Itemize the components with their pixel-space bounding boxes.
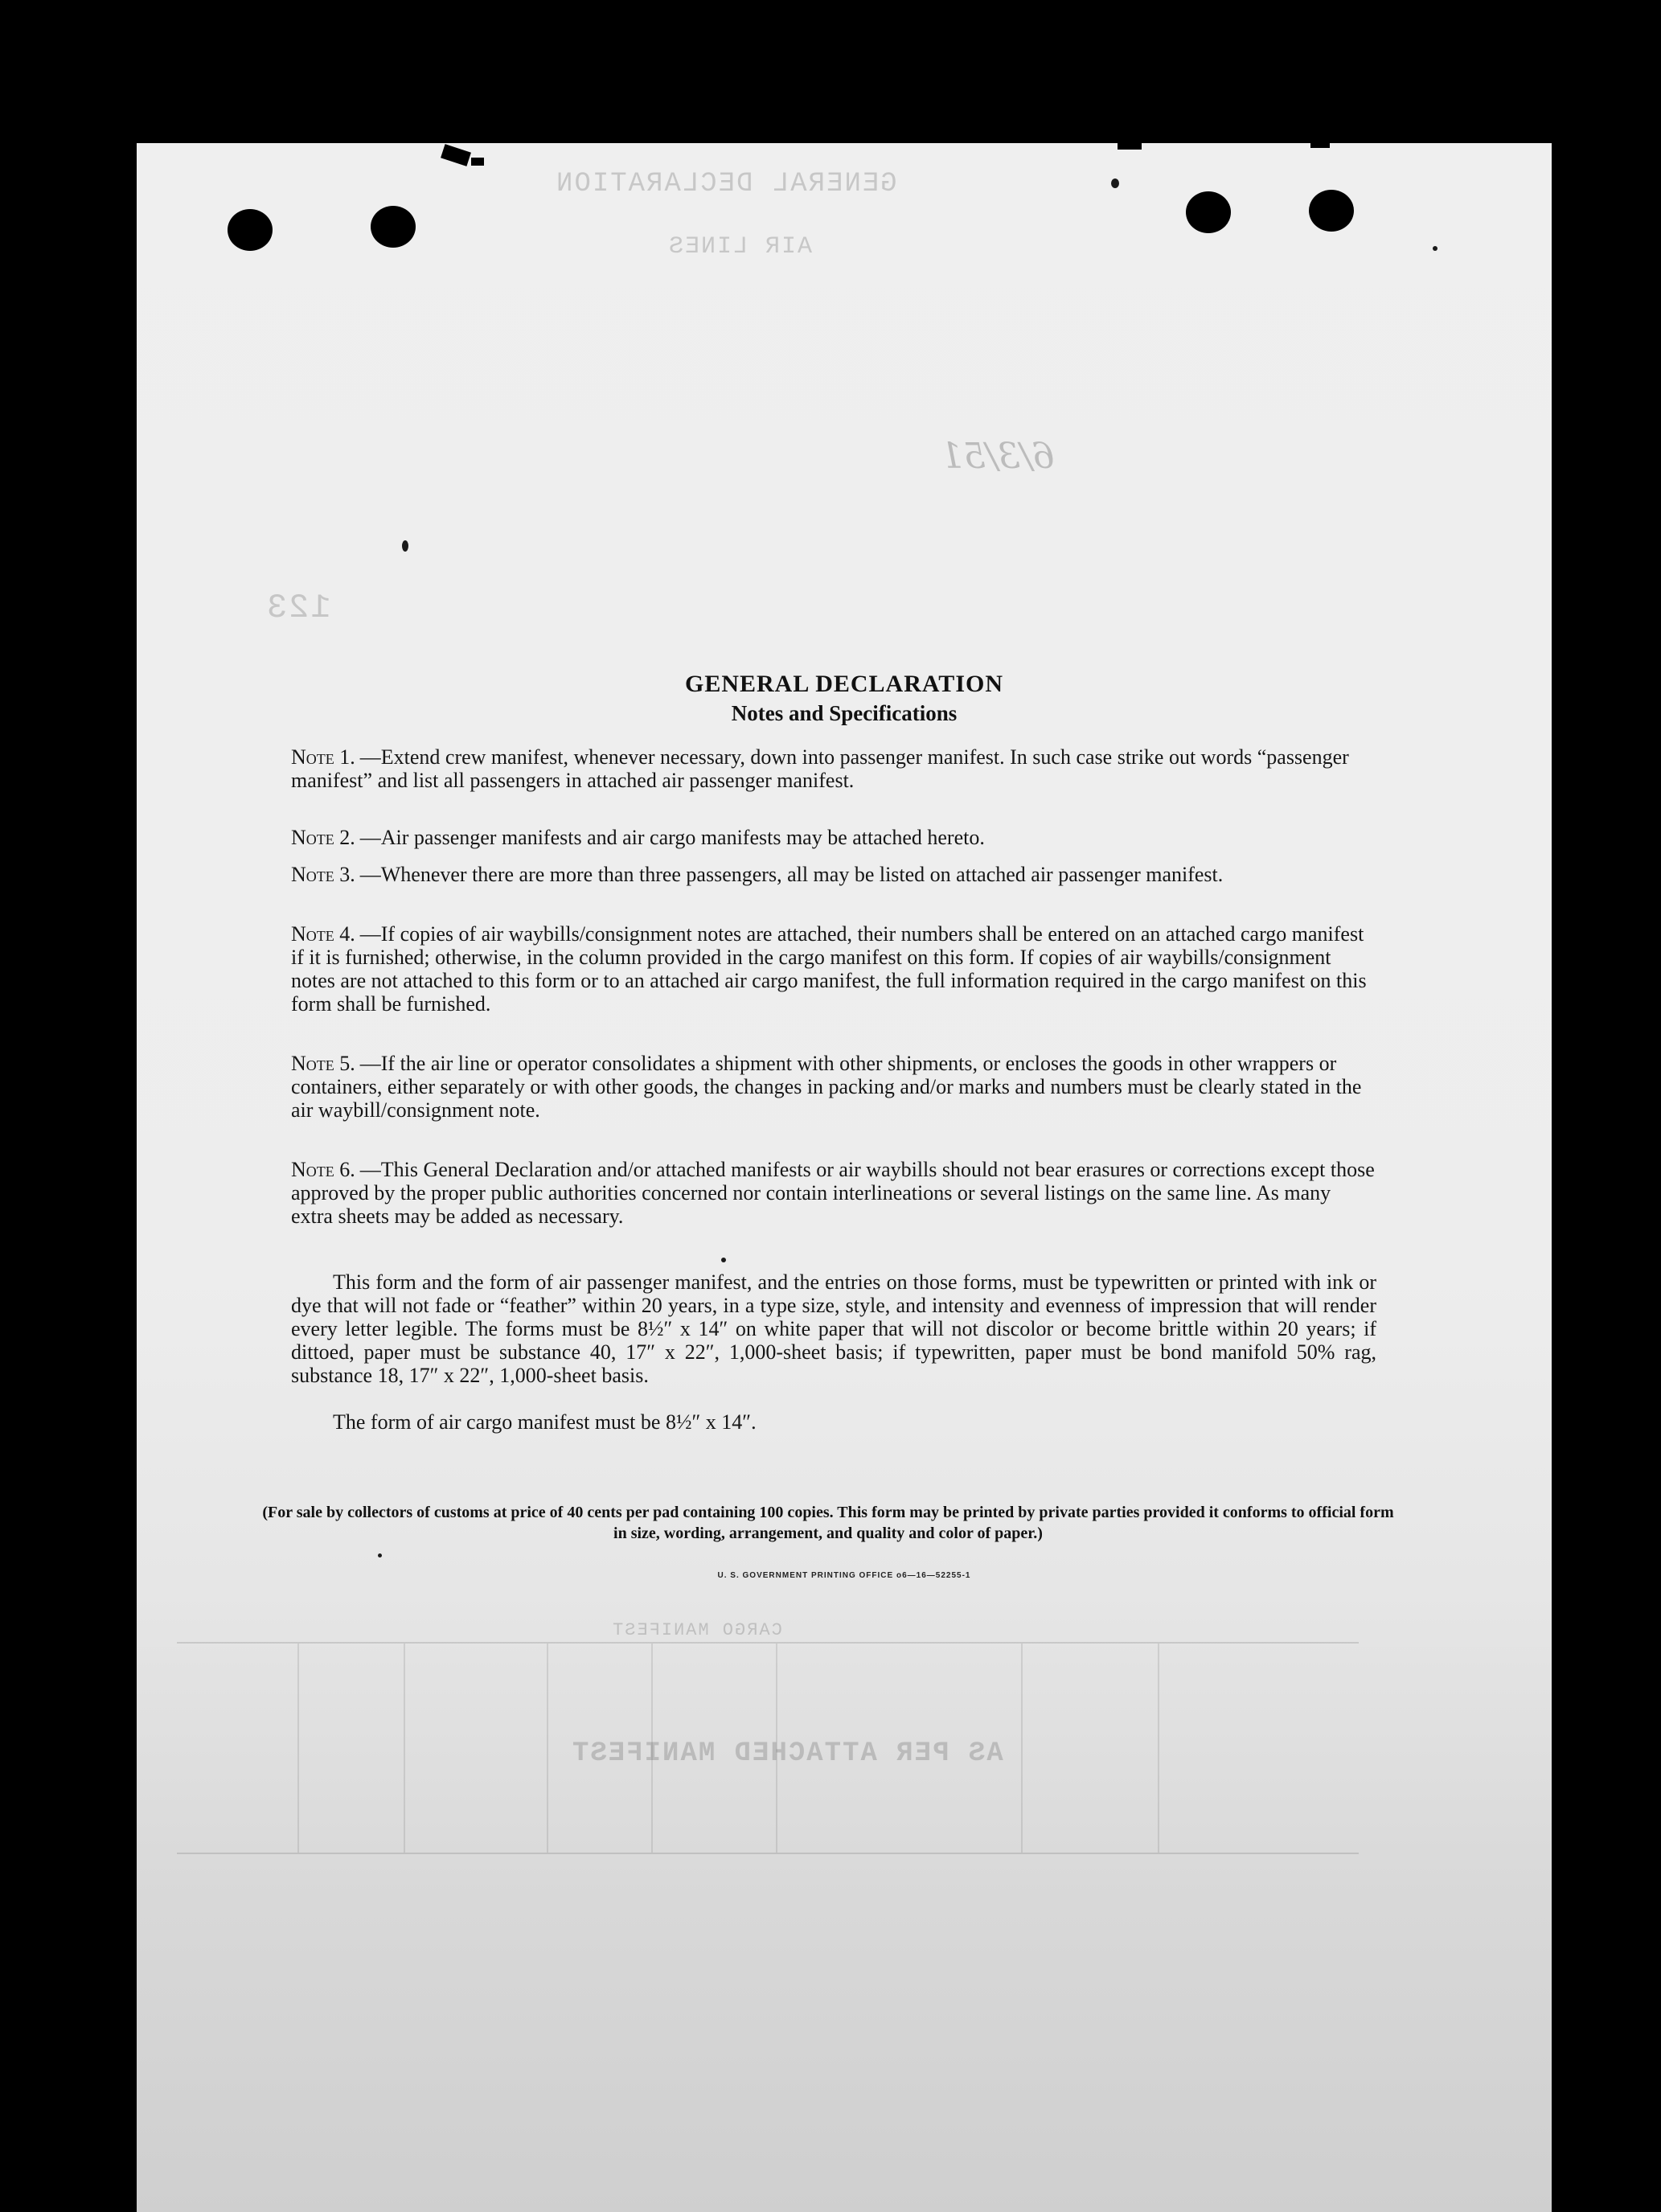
note-text: —If the air line or operator consolidates a shipment with other shipments, or encloses the goods in other wrappers or containers, either separately or with other goods, the changes in packing and/or marks and numbers must be clearly stated in the air waybill/consignment note. xyxy=(291,1052,1362,1122)
note-3 xyxy=(291,863,1376,886)
printing-office-line: U. S. GOVERNMENT PRINTING OFFICE o6—16—52255-1 xyxy=(717,1571,971,1580)
page-subtitle: Notes and Specifications xyxy=(731,701,958,725)
speck xyxy=(721,1258,726,1262)
page-title: GENERAL DECLARATION xyxy=(684,671,1003,697)
bleed-through-table xyxy=(177,1642,1359,1854)
bleed-through-table-column xyxy=(404,1644,405,1853)
speck xyxy=(378,1553,382,1557)
torn-mark xyxy=(1118,138,1142,150)
form-specification-paragraph: This form and the form of air passenger manifest, and the entries on those forms, must be typewritten or printed with ink or dye that will not fade or “feather” within 20 years, in a type size, style, and intensity and evenness of impression that will render every letter legible. The forms must be 8½″ x 14″ on white paper that will not discolor or become brittle within 20 years; if dittoed, paper must be substance 40, 17″ x 22″, 1,000-sheet basis; if typewritten, paper must be bond manifold 50% rag, substance 18, 17″ x 22″, 1,000-sheet basis. xyxy=(291,1270,1376,1387)
note-2 xyxy=(291,826,1376,849)
sale-notice: (For sale by collectors of customs at price of 40 cents per pad containing 100 copies. This form may be printed by private parties provided it conforms to official form in size, wording, arrangement, and quality and color of paper.) xyxy=(262,1504,1394,1542)
bleed-through-handwriting: 6/3/51 xyxy=(941,436,1055,477)
note-4 xyxy=(291,922,1376,1016)
bleed-through-table-column xyxy=(1158,1644,1159,1853)
punch-hole xyxy=(228,209,273,251)
note-text: —Air passenger manifests and air cargo manifests may be attached hereto. xyxy=(359,826,985,849)
bleed-through-table-column xyxy=(297,1644,299,1853)
torn-mark xyxy=(1310,138,1330,148)
note-text: —This General Declaration and/or attached manifests or air waybills should not bear erasures or corrections except those approved by the proper public authorities concerned nor contain interlineations or several listings on the same line. As many extra sheets may be added as necessary. xyxy=(291,1158,1375,1228)
bleed-through-table-column xyxy=(776,1644,777,1853)
bleed-through-table-column xyxy=(651,1644,653,1853)
bleed-through-airline: AIR LINES xyxy=(667,233,813,261)
bleed-through-number: 123 xyxy=(265,589,331,627)
bleed-through-cargo-manifest: CARGO MANIFEST xyxy=(611,1620,782,1640)
bleed-through-as-per-attached: AS PER ATTACHED MANIFEST xyxy=(571,1738,1003,1769)
note-text: —Extend crew manifest, whenever necessary, down into passenger manifest. In such case strike out words “passenger manifest” and list all passengers in attached air passenger manifest. xyxy=(291,745,1349,792)
note-number: Note 3. xyxy=(291,863,355,886)
note-6 xyxy=(291,1158,1376,1228)
note-text: —If copies of air waybills/consignment notes are attached, their numbers shall be entered on an attached cargo manifest if it is furnished; otherwise, in the column provided in the cargo manifest on this form. If copies of air waybills/consignment notes are not attached to this form or to an attached air cargo manifest, the full information required in the cargo manifest on this form shall be furnished. xyxy=(291,922,1367,1016)
torn-edge xyxy=(137,138,1552,143)
document-sheet xyxy=(137,138,1552,2212)
note-number: Note 4. xyxy=(291,922,355,946)
bleed-through-table-column xyxy=(1021,1644,1023,1853)
speck xyxy=(1111,179,1119,188)
bleed-through-table-column xyxy=(547,1644,548,1853)
note-number: Note 1. xyxy=(291,745,355,769)
punch-hole xyxy=(1186,191,1231,233)
note-number: Note 2. xyxy=(291,826,355,849)
torn-mark xyxy=(471,158,484,166)
note-text: —Whenever there are more than three passengers, all may be listed on attached air passenger manifest. xyxy=(359,863,1224,886)
punch-hole xyxy=(371,206,416,248)
note-number: Note 6. xyxy=(291,1158,355,1181)
note-number: Note 5. xyxy=(291,1052,355,1075)
speck xyxy=(402,540,408,552)
speck xyxy=(1433,246,1437,251)
note-5 xyxy=(291,1052,1376,1122)
torn-mark xyxy=(441,144,471,166)
punch-hole xyxy=(1309,190,1354,232)
bleed-through-heading: GENERAL DECLARATION xyxy=(555,169,897,199)
note-1 xyxy=(291,745,1376,792)
cargo-form-size-line: The form of air cargo manifest must be 8½″ x 14″. xyxy=(333,1410,757,1434)
